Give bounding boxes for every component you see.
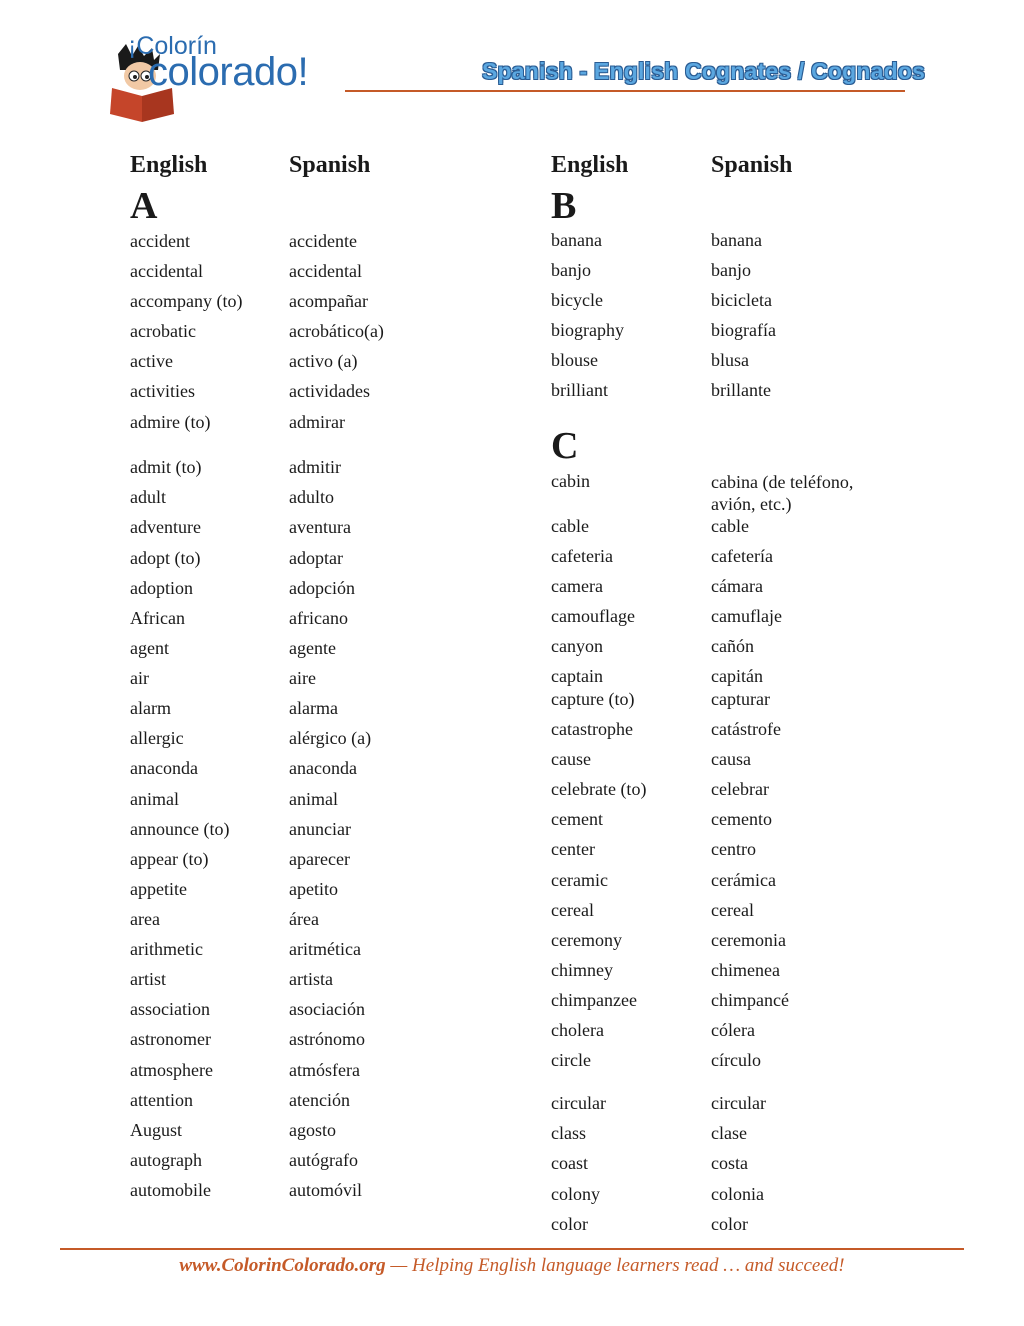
english-word: autograph — [130, 1150, 202, 1170]
spanish-word: cabina (de teléfono, avión, etc.) — [711, 472, 854, 514]
english-word: chimpanzee — [551, 990, 637, 1010]
spanish-word: cafetería — [711, 546, 773, 566]
english-word: African — [130, 608, 185, 628]
spanish-word: celebrar — [711, 779, 769, 799]
spanish-word: chimpancé — [711, 990, 789, 1010]
footer-tagline: — Helping English language learners read … and succeed! — [385, 1255, 845, 1276]
logo-text-top: ¡Colorín — [128, 32, 217, 60]
spanish-word: blusa — [711, 350, 749, 370]
page-header — [0, 0, 1024, 130]
spanish-word: biografía — [711, 320, 776, 340]
spanish-word: agosto — [289, 1120, 336, 1140]
english-word: cable — [551, 516, 589, 536]
section-letter-c: C — [551, 425, 579, 467]
spanish-word: ceremonia — [711, 930, 786, 950]
document-title: Spanish - English Cognates / Cognados — [482, 58, 926, 84]
english-word: activities — [130, 381, 195, 401]
english-word: adult — [130, 487, 166, 507]
page-footer — [0, 1255, 1024, 1277]
spanish-word: cañón — [711, 636, 754, 656]
spanish-word: adoptar — [289, 548, 343, 568]
spanish-word: accidente — [289, 231, 357, 251]
english-word: captain — [551, 666, 603, 686]
spanish-word: admirar — [289, 412, 345, 432]
spanish-word: acrobático(a) — [289, 321, 384, 341]
english-word: attention — [130, 1090, 193, 1110]
english-word: canyon — [551, 636, 603, 656]
english-word: circular — [551, 1093, 606, 1113]
spanish-word: aventura — [289, 517, 351, 537]
english-word: colony — [551, 1184, 600, 1204]
section-letter-a: A — [130, 185, 158, 227]
spanish-word: cámara — [711, 576, 763, 596]
spanish-word: colonia — [711, 1184, 764, 1204]
english-word: alarm — [130, 698, 171, 718]
english-word: celebrate (to) — [551, 779, 647, 799]
spanish-word: atención — [289, 1090, 350, 1110]
english-word: circle — [551, 1050, 591, 1070]
footer-divider — [60, 1248, 964, 1250]
english-word: adventure — [130, 517, 201, 537]
english-word: adoption — [130, 578, 193, 598]
spanish-word: astrónomo — [289, 1029, 365, 1049]
spanish-word: aparecer — [289, 849, 350, 869]
english-word: cement — [551, 809, 603, 829]
english-word: accidental — [130, 261, 203, 281]
english-word: blouse — [551, 350, 598, 370]
spanish-word: acompañar — [289, 291, 368, 311]
spanish-word: cereal — [711, 900, 754, 920]
english-word: color — [551, 1214, 588, 1234]
english-word: artist — [130, 969, 166, 989]
english-word: admit (to) — [130, 457, 202, 477]
english-word: association — [130, 999, 210, 1019]
spanish-word: clase — [711, 1123, 747, 1143]
section-letter-b: B — [551, 185, 577, 227]
english-word: catastrophe — [551, 719, 633, 739]
english-word: adopt (to) — [130, 548, 201, 568]
spanish-word: banana — [711, 230, 762, 250]
spanish-word: admitir — [289, 457, 341, 477]
english-word: atmosphere — [130, 1060, 213, 1080]
spanish-word: color — [711, 1214, 748, 1234]
english-word: banjo — [551, 260, 591, 280]
logo-text-main: colorado! — [148, 50, 309, 94]
english-word: cause — [551, 749, 591, 769]
spanish-word: bicicleta — [711, 290, 772, 310]
english-word: air — [130, 668, 149, 688]
spanish-word: causa — [711, 749, 751, 769]
spanish-word: activo (a) — [289, 351, 358, 371]
spanish-word: atmósfera — [289, 1060, 360, 1080]
english-word: astronomer — [130, 1029, 211, 1049]
english-word: admire (to) — [130, 412, 211, 432]
spanish-word: artista — [289, 969, 333, 989]
english-word: automobile — [130, 1180, 211, 1200]
english-word: area — [130, 909, 160, 929]
spanish-word: camuflaje — [711, 606, 782, 626]
spanish-word: chimenea — [711, 960, 780, 980]
spanish-word: automóvil — [289, 1180, 362, 1200]
english-word: ceramic — [551, 870, 608, 890]
left-english-heading: English — [130, 152, 208, 178]
right-spanish-heading: Spanish — [711, 152, 793, 178]
english-word: active — [130, 351, 173, 371]
spanish-word: cólera — [711, 1020, 755, 1040]
spanish-word: banjo — [711, 260, 751, 280]
spanish-word: aritmética — [289, 939, 361, 959]
spanish-word: actividades — [289, 381, 370, 401]
spanish-word: círculo — [711, 1050, 761, 1070]
spanish-word: accidental — [289, 261, 362, 281]
english-word: appear (to) — [130, 849, 209, 869]
english-word: cabin — [551, 471, 590, 491]
spanish-word: autógrafo — [289, 1150, 358, 1170]
spanish-word: alérgico (a) — [289, 728, 372, 748]
spanish-word: costa — [711, 1153, 748, 1173]
spanish-word: apetito — [289, 879, 338, 899]
english-word: class — [551, 1123, 586, 1143]
english-word: chimney — [551, 960, 613, 980]
english-word: appetite — [130, 879, 187, 899]
spanish-word: aire — [289, 668, 316, 688]
english-word: cereal — [551, 900, 594, 920]
english-word: bicycle — [551, 290, 603, 310]
spanish-word: cemento — [711, 809, 772, 829]
spanish-word: centro — [711, 839, 756, 859]
english-word: announce (to) — [130, 819, 230, 839]
right-english-heading: English — [551, 152, 629, 178]
english-word: ceremony — [551, 930, 622, 950]
spanish-word: adulto — [289, 487, 334, 507]
english-word: anaconda — [130, 758, 198, 778]
english-word: arithmetic — [130, 939, 203, 959]
english-word: brilliant — [551, 380, 608, 400]
spanish-word: alarma — [289, 698, 338, 718]
english-word: accident — [130, 231, 190, 251]
english-word: allergic — [130, 728, 184, 748]
english-word: acrobatic — [130, 321, 196, 341]
spanish-word: área — [289, 909, 319, 929]
english-word: camera — [551, 576, 603, 596]
english-word: capture (to) — [551, 689, 635, 709]
left-spanish-heading: Spanish — [289, 152, 371, 178]
english-word: coast — [551, 1153, 588, 1173]
spanish-word: circular — [711, 1093, 766, 1113]
english-word: August — [130, 1120, 183, 1140]
spanish-word: cable — [711, 516, 749, 536]
english-word: accompany (to) — [130, 291, 243, 311]
spanish-word: capturar — [711, 689, 770, 709]
english-word: cholera — [551, 1020, 604, 1040]
spanish-word: anunciar — [289, 819, 351, 839]
spanish-word: adopción — [289, 578, 355, 598]
spanish-word: catástrofe — [711, 719, 781, 739]
header-divider — [345, 90, 905, 92]
english-word: banana — [551, 230, 602, 250]
spanish-word: cerámica — [711, 870, 776, 890]
english-word: biography — [551, 320, 624, 340]
spanish-word: brillante — [711, 380, 771, 400]
spanish-word: capitán — [711, 666, 763, 686]
spanish-word: animal — [289, 789, 338, 809]
spanish-word: anaconda — [289, 758, 357, 778]
spanish-word: agente — [289, 638, 336, 658]
spanish-word: asociación — [289, 999, 365, 1019]
english-word: agent — [130, 638, 169, 658]
spanish-word: africano — [289, 608, 348, 628]
english-word: center — [551, 839, 595, 859]
footer-url[interactable]: www.ColorinColorado.org — [179, 1255, 386, 1276]
english-word: cafeteria — [551, 546, 613, 566]
english-word: camouflage — [551, 606, 635, 626]
english-word: animal — [130, 789, 179, 809]
